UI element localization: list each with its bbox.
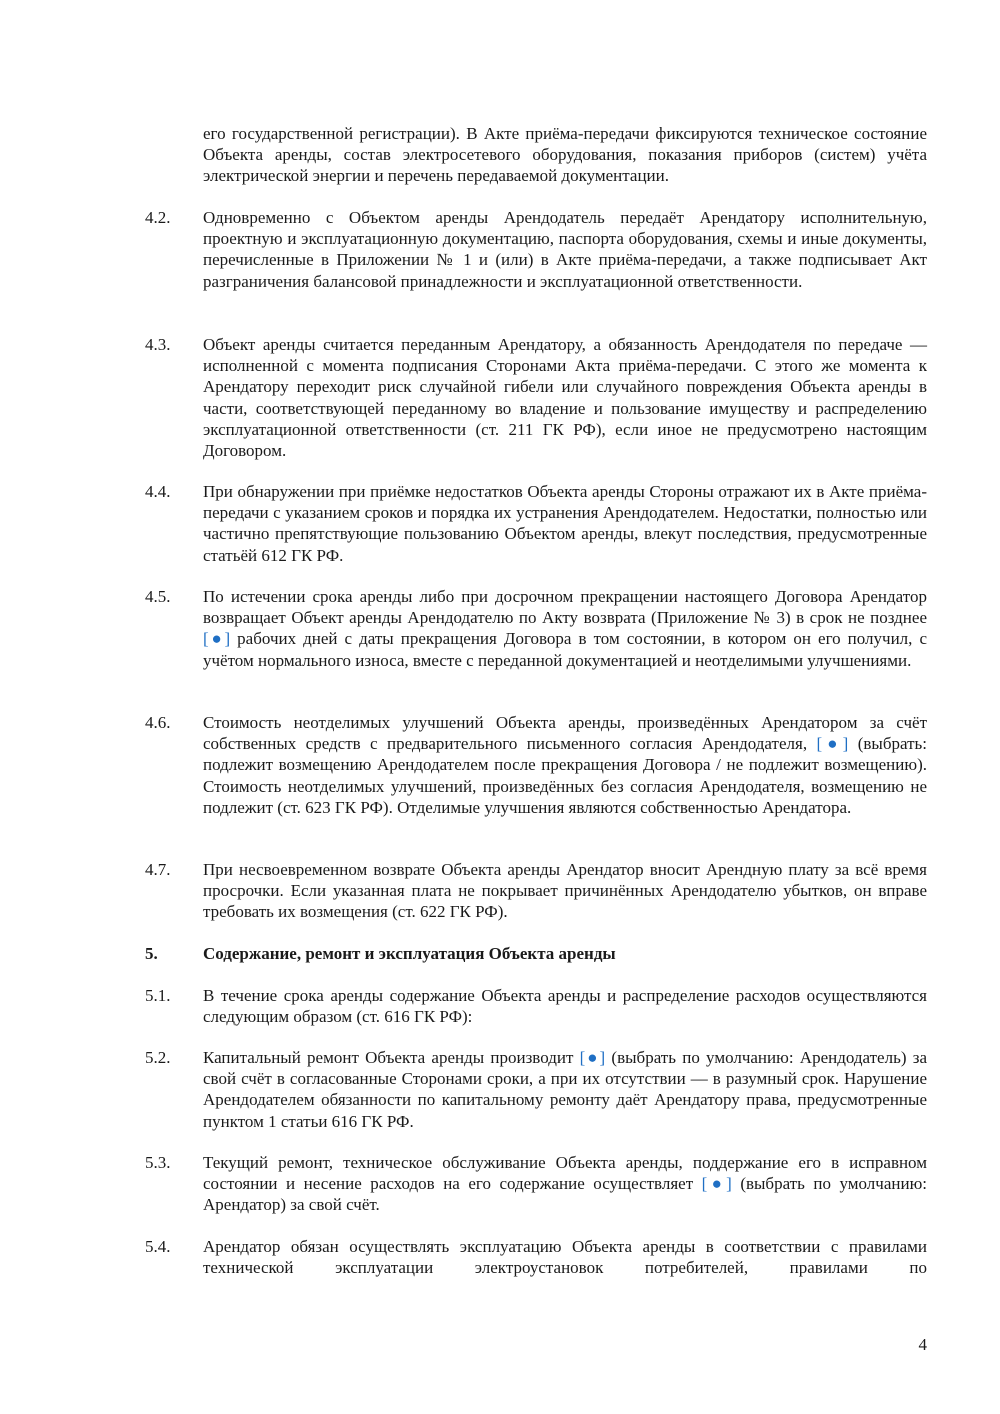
clause-number-5-4: 5.4. [145, 1237, 171, 1256]
section-number-5: 5. [145, 944, 158, 963]
clause-number-4-4: 4.4. [145, 482, 171, 501]
clause-text-5-3 [203, 1152, 927, 1216]
intro-paragraph: его государственной регистрации). В Акте приёма-передачи фиксируются техническое состояние Объекта аренды, состав электросетевого оборудования, показания приборов (систем) учёта электрической энергии и перечень передаваемой документации. [203, 124, 927, 186]
page-number: 4 [918, 1335, 927, 1354]
section-title-5: Содержание, ремонт и эксплуатация Объекта аренды [203, 944, 616, 963]
clause-text-4-3: Объект аренды считается переданным Арендатору, а обязанность Арендодателя по передаче — исполненной с момента подписания Сторонами Акта приёма-передачи. С этого же момента к Арендатору переходит риск случайной гибели или случайного повреждения Объекта аренды в части, соответствующей переданному во владение и пользование имуществу и распределению эксплуатационной ответственности (ст. 211 ГК РФ), если иное не предусмотрено настоящим Договором. [203, 335, 927, 461]
clause-text-5-3-part-a: Текущий ремонт, техническое обслуживание Объекта аренды, поддержание его в исправном состоянии и несение расходов на его содержание осуществляет [203, 1153, 927, 1194]
clause-text-4-6-part-a: Стоимость неотделимых улучшений Объекта аренды, произведённых Арендатором за счёт собственных средств с предварительного письменного согласия Арендодателя, [203, 713, 927, 754]
clause-text-4-5-part-a: По истечении срока аренды либо при досрочном прекращении настоящего Договора Арендатор возвращает Объект аренды Арендодателю по Акту возврата (Приложение № 3) в срок не позднее [203, 587, 927, 628]
clause-number-4-5: 4.5. [145, 587, 171, 606]
clause-number-5-3: 5.3. [145, 1153, 171, 1172]
clause-text-4-5 [203, 586, 927, 671]
clause-number-5-2: 5.2. [145, 1048, 171, 1067]
clause-text-5-2-part-a: Капитальный ремонт Объекта аренды производит [203, 1048, 580, 1067]
clause-number-4-6: 4.6. [145, 713, 171, 732]
clause-number-4-2: 4.2. [145, 208, 171, 227]
clause-text-5-3-part-b: (выбрать по умолчанию: Арендатор) за свой счёт. [203, 1174, 928, 1215]
clause-text-4-4: При обнаружении при приёмке недостатков Объекта аренды Стороны отражают их в Акте приёма-передачи с указанием сроков и порядка их устранения Арендодателем. Недостатки, полностью или частично препятствующие пользованию Объектом аренды, влекут последствия, предусмотренные статьёй 612 ГК РФ. [203, 482, 927, 565]
placeholder-marker[interactable]: [●] [701, 1174, 732, 1194]
clause-text-5-2-part-b: (выбрать по умолчанию: Арендодатель) за свой счёт в согласованные Сторонами сроки, а при их отсутствии — в разумный срок. Нарушение Арендодателем обязанности по капитальному ремонту даёт Арендатору права, предусмотренные пунктом 1 статьи 616 ГК РФ. [203, 1048, 927, 1131]
clause-text-4-7: При несвоевременном возврате Объекта аренды Арендатор вносит Арендную плату за всё время просрочки. Если указанная плата не покрывает причинённых Арендодателю убытков, он вправе требовать их возмещения (ст. 622 ГК РФ). [203, 860, 927, 922]
clause-text-4-2: Одновременно с Объектом аренды Арендодатель передаёт Арендатору исполнительную, проектную и эксплуатационную документацию, паспорта оборудования, схемы и иные документы, перечисленные в Приложении № 1 и (или) в Акте приёма-передачи, а также подписывает Акт разграничения балансовой принадлежности и эксплуатационной ответственности. [203, 208, 927, 291]
placeholder-marker[interactable]: [●] [579, 1048, 606, 1067]
clause-text-4-6-part-b: (выбрать: подлежит возмещению Арендодателем после прекращения Договора / не подлежит возмещению). Стоимость неотделимых улучшений, произведённых без согласия Арендодателя, возмещению не подлежит (ст. 623 ГК РФ). Отделимые улучшения являются собственностью Арендатора. [203, 734, 928, 817]
clause-text-4-5-part-b: рабочих дней с даты прекращения Договора в том состоянии, в котором он его получил, с учётом нормального износа, вместе с переданной документацией и неотделимыми улучшениями. [203, 629, 927, 670]
clause-number-4-3: 4.3. [145, 335, 171, 354]
placeholder-marker[interactable]: [●] [816, 734, 849, 754]
clause-text-5-2 [203, 1047, 927, 1132]
clause-text-5-4: Арендатор обязан осуществлять эксплуатацию Объекта аренды в соответствии с правилами технической эксплуатации электроустановок потребителей, правилами по [203, 1237, 927, 1278]
clause-text-5-1: В течение срока аренды содержание Объекта аренды и распределение расходов осуществляются следующим образом (ст. 616 ГК РФ): [203, 986, 927, 1027]
clause-number-4-7: 4.7. [145, 860, 171, 879]
placeholder-marker[interactable]: [●] [203, 629, 231, 649]
clause-text-4-6 [203, 712, 927, 818]
clause-number-5-1: 5.1. [145, 986, 171, 1005]
